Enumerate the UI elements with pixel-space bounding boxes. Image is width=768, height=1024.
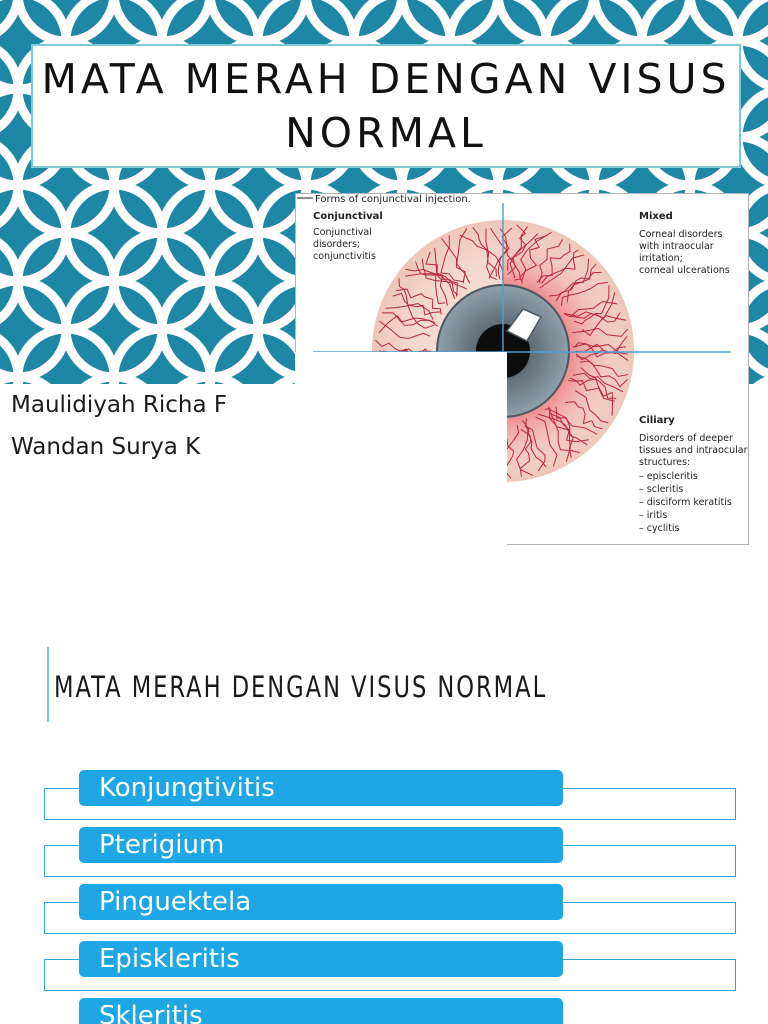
ciliary-heading: Ciliary <box>639 415 675 426</box>
conjunctival-line: disorders; <box>313 239 361 250</box>
ciliary-line: – disciform keratitis <box>639 497 732 508</box>
ciliary-line: – cyclitis <box>639 523 680 534</box>
mixed-line: Corneal disorders <box>639 229 723 240</box>
mixed-heading: Mixed <box>639 211 673 222</box>
slide-title: MATA MERAH DENGAN VISUS NORMAL <box>41 55 731 157</box>
list-item-label: Episkleritis <box>99 944 240 974</box>
figure-caption: Forms of conjunctival injection. <box>315 194 471 205</box>
slide-heading: MATA MERAH DENGAN VISUS NORMAL <box>54 670 548 704</box>
mixed-line: irritation; <box>639 253 683 264</box>
ciliary-line: Disorders of deeper <box>639 433 733 444</box>
list-item <box>0 941 768 996</box>
list-item-label: Skleritis <box>99 1001 203 1024</box>
list-item-pill <box>79 770 563 806</box>
ciliary-line: – iritis <box>639 510 668 521</box>
ciliary-line: – episcleritis <box>639 471 698 482</box>
list-item-pill <box>79 827 563 863</box>
list-item-label: Pterigium <box>99 830 225 860</box>
ciliary-line: tissues and intraocular <box>639 445 748 456</box>
list-item <box>0 827 768 882</box>
conjunctival-heading: Conjunctival <box>313 211 383 222</box>
heading-accent-rule <box>47 647 49 722</box>
title-box <box>31 44 741 168</box>
author-name: Maulidiyah Richa F <box>11 392 228 418</box>
mixed-line: corneal ulcerations <box>639 265 730 276</box>
list-item-label: Konjungtivitis <box>99 773 275 803</box>
list-item-pill <box>79 884 563 920</box>
list-item-label: Pinguektela <box>99 887 252 917</box>
conjunctival-line: conjunctivitis <box>313 251 376 262</box>
list-item <box>0 998 768 1024</box>
list-item <box>0 884 768 939</box>
conjunctival-line: Conjunctival <box>313 227 372 238</box>
ciliary-line: – scleritis <box>639 484 684 495</box>
mixed-line: with intraocular <box>639 241 714 252</box>
ciliary-line: structures: <box>639 457 691 468</box>
list-item-pill <box>79 941 563 977</box>
list-item <box>0 770 768 825</box>
author-name: Wandan Surya K <box>11 434 201 460</box>
overlapping-white-panel <box>295 352 507 545</box>
list-item-pill <box>79 998 563 1024</box>
